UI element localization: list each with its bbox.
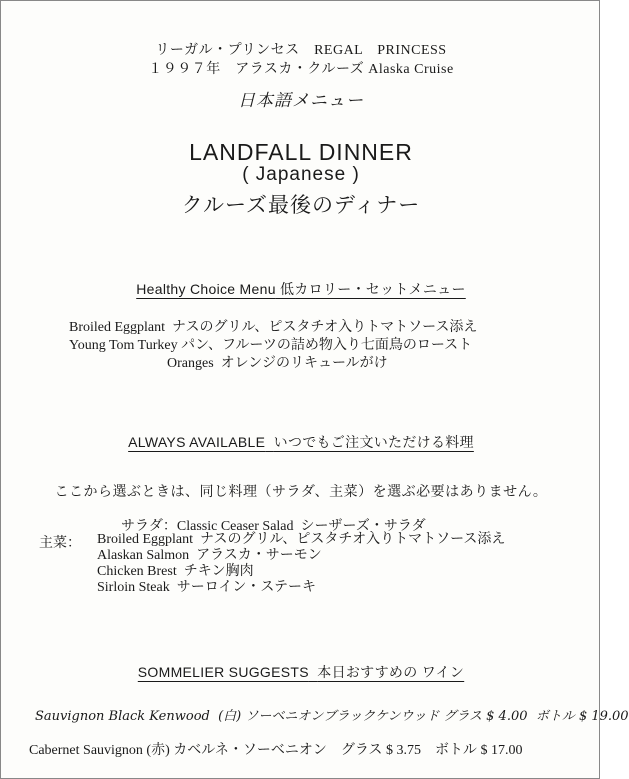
mains-label: 主菜： [39,536,81,551]
wine-row [29,739,522,759]
glass-price: $ 4.00 [486,709,528,724]
healthy-choice-list [69,319,477,373]
dish-name-jp: ナスのグリル、ピスタチオ入りトマトソース添え [172,320,478,335]
list-item [97,548,505,564]
always-available-heading [1,432,601,452]
page-title: LANDFALL DINNER [189,139,413,165]
bottle-label: ボトル [535,709,575,724]
list-item [97,532,505,548]
dish-name-en: Oranges [167,356,214,371]
page-subtitle: ( Japanese ) [242,164,360,185]
list-item [69,337,477,355]
glass-label: グラス [443,709,483,724]
salad-name-en: Classic Ceaser Salad [176,519,294,534]
always-available-note: ここから選ぶときは、同じ料理（サラダ、主菜）を選ぶ必要はありません。 [54,483,548,499]
list-item [97,564,505,580]
dish-name-en: Young Tom Turkey [69,338,178,353]
always-available-heading-en: ALWAYS AVAILABLE [128,434,266,450]
glass-price: $ 3.75 [385,743,421,758]
handwritten-note: 日本語メニュー [238,91,364,111]
dish-name-jp: パン、フルーツの詰め物入り七面鳥のロースト [181,338,473,353]
wine-row [35,705,629,724]
bottle-price: $ 19.00 [578,709,629,724]
salad-name-jp: シーザーズ・サラダ [300,519,426,534]
dish-name-jp: ナスのグリル、ピスタチオ入りトマトソース添え [200,532,506,547]
wine-color: (赤) [146,743,170,758]
dish-name-jp: サーロイン・ステーキ [176,580,317,595]
dish-name-en: Broiled Eggplant [97,532,194,547]
bottle-label: ボトル [434,743,477,758]
dish-name-en: Sirloin Steak [97,580,170,595]
dish-name-en: Broiled Eggplant [69,320,166,335]
list-item [69,319,477,337]
bottle-price: $ 17.00 [480,743,523,758]
mains-list [97,532,505,596]
sommelier-heading-jp: 本日おすすめの ワイン [317,664,465,680]
wine-name: Cabernet Sauvignon [29,743,143,758]
wine-name-jp: ソーベニオンブラックケンウッド [245,709,440,724]
dish-name-jp: チキン胸肉 [183,564,254,579]
salad-label: サラダ： [121,519,177,534]
wine-name: Sauvignon Black Kenwood [35,709,210,724]
wine-name-jp: カベルネ・ソーベニオン [173,743,327,758]
header-ship-name: リーガル・プリンセス REGAL PRINCESS [155,43,447,58]
healthy-choice-heading-jp: 低カロリー・セットメニュー [280,281,466,297]
sommelier-heading [1,662,601,682]
dish-name-en: Alaskan Salmon [97,548,190,563]
glass-label: グラス [340,743,383,758]
wine-color: (白) [218,709,242,724]
list-item [69,355,477,373]
always-available-heading-jp: いつでもご注文いただける料理 [273,434,474,450]
sommelier-heading-en: SOMMELIER SUGGESTS [137,664,309,680]
list-item [97,580,505,596]
dish-name-jp: アラスカ・サーモン [196,548,322,563]
page-title-japanese: クルーズ最後のディナー [181,194,421,217]
healthy-choice-heading-en: Healthy Choice Menu [136,281,276,297]
dish-name-jp: オレンジのリキュールがけ [220,356,388,371]
dish-name-en: Chicken Brest [97,564,177,579]
header-cruise-info: １９９７年 アラスカ・クルーズ Alaska Cruise [148,62,454,77]
healthy-choice-heading [1,279,601,299]
